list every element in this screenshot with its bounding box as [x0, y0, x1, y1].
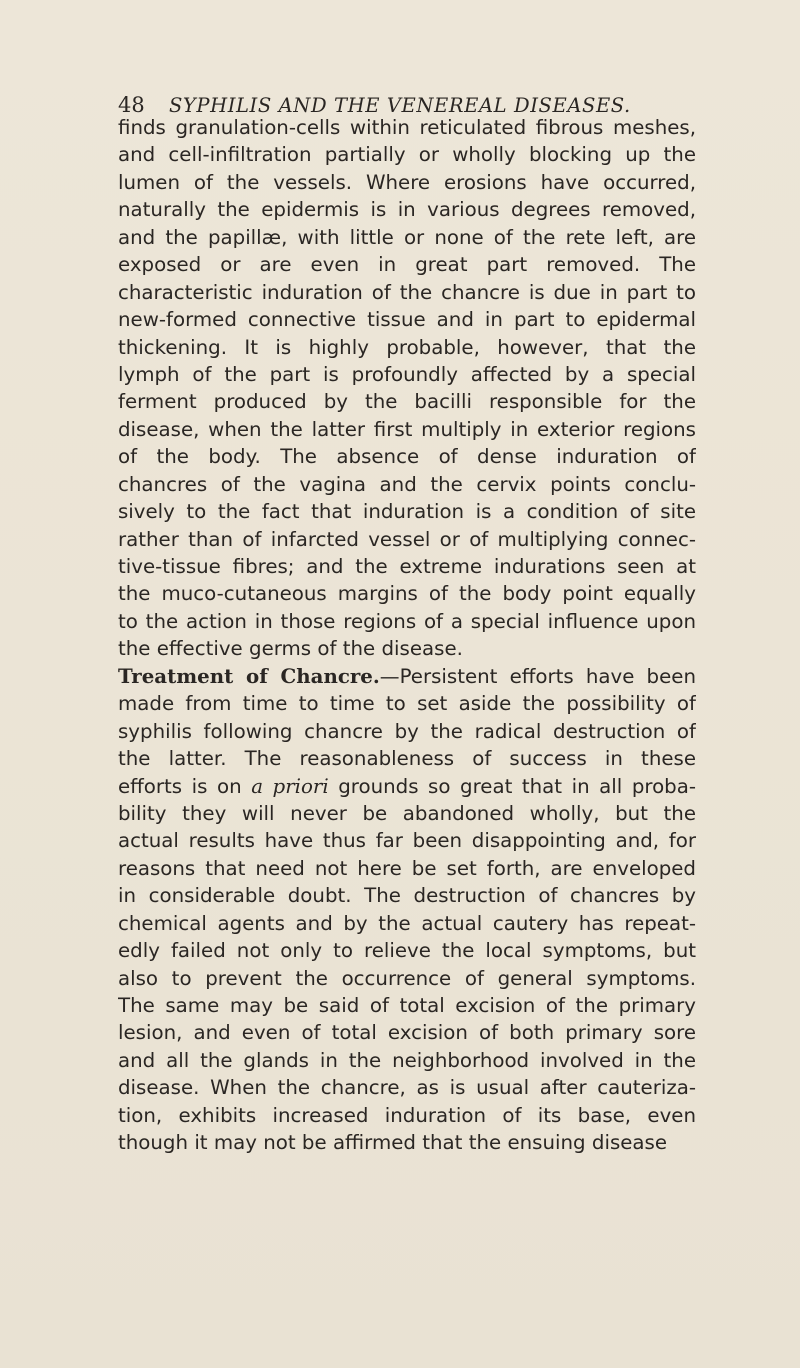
text-line: syphilis following chancre by the radical destruction of: [118, 719, 696, 743]
text-line: and cell-infiltration partially or wholly blocking up the: [118, 143, 696, 167]
text-line: disease. When the chancre, as is usual after cauteriza-: [118, 1076, 696, 1100]
text-line: characteristic induration of the chancre is due in part to: [118, 280, 696, 304]
text-line: edly failed not only to relieve the local symptoms, but: [118, 939, 696, 963]
text-line: chancres of the vagina and the cervix points conclu-: [118, 472, 696, 496]
text-line: tion, exhibits increased induration of its base, even: [118, 1103, 696, 1127]
text-line: The same may be said of total excision of the primary: [118, 994, 696, 1017]
text-line: lymph of the part is profoundly affected by a special: [118, 362, 696, 386]
text-line: in considerable doubt. The destruction of chancres by: [118, 884, 696, 908]
text-line: the effective germs of the disease.: [118, 637, 463, 661]
text-line: tive-tissue fibres; and the extreme indurations seen at: [118, 555, 696, 578]
text-line: thickening. It is highly probable, however, that the: [118, 335, 696, 359]
text-line: and the papillæ, with little or none of the rete left, are: [118, 225, 696, 249]
text-line: reasons that need not here be set forth, are enveloped: [118, 856, 696, 880]
text-line: bility they will never be abandoned wholly, but the: [118, 801, 696, 825]
body-text: [118, 114, 696, 1157]
text-line: rather than of infarcted vessel or of multiplying connec-: [118, 527, 696, 551]
page-number: 48: [118, 93, 145, 117]
text-line: also to prevent the occurrence of general symptoms.: [118, 966, 696, 990]
text-line: the muco-cutaneous margins of the body point equally: [118, 582, 696, 606]
text-line: sively to the fact that induration is a condition of site: [118, 500, 696, 524]
text-line: and all the glands in the neighborhood involved in the: [118, 1048, 696, 1072]
text-line: though it may not be affirmed that the ensuing disease: [118, 1131, 668, 1155]
text-line: lumen of the vessels. Where erosions have occurred,: [118, 170, 696, 194]
italic-phrase: a priori: [251, 774, 329, 798]
text-line: disease, when the latter first multiply in exterior regions: [118, 417, 696, 441]
text-line: made from time to time to set aside the possibility of: [118, 692, 696, 716]
section-heading: Treatment of Chancre.: [118, 663, 380, 688]
section-first-line: [118, 663, 696, 690]
text-line: of the body. The absence of dense induration of: [118, 445, 696, 469]
text-segment: grounds so great that in all proba-: [328, 774, 696, 798]
running-title: SYPHILIS AND THE VENEREAL DISEASES.: [168, 94, 631, 117]
section-first-line-rest: —Persistent efforts have been: [379, 664, 696, 688]
text-line: the latter. The reasonableness of success in these: [118, 747, 696, 771]
text-line: actual results have thus far been disappointing and, for: [118, 829, 696, 853]
text-line: chemical agents and by the actual cautery has repeat-: [118, 911, 696, 935]
text-line: [118, 773, 696, 800]
text-line: exposed or are even in great part removed. The: [118, 253, 696, 277]
text-line: lesion, and even of total excision of both primary sore: [118, 1021, 696, 1045]
text-line: ferment produced by the bacilli responsible for the: [118, 390, 696, 414]
text-line: naturally the epidermis is in various degrees removed,: [118, 198, 696, 222]
text-line: new-formed connective tissue and in part to epidermal: [118, 308, 696, 332]
text-line: finds granulation-cells within reticulated fibrous meshes,: [118, 116, 696, 139]
text-segment: efforts is on: [118, 774, 252, 798]
text-line: to the action in those regions of a special influence upon: [118, 609, 696, 633]
